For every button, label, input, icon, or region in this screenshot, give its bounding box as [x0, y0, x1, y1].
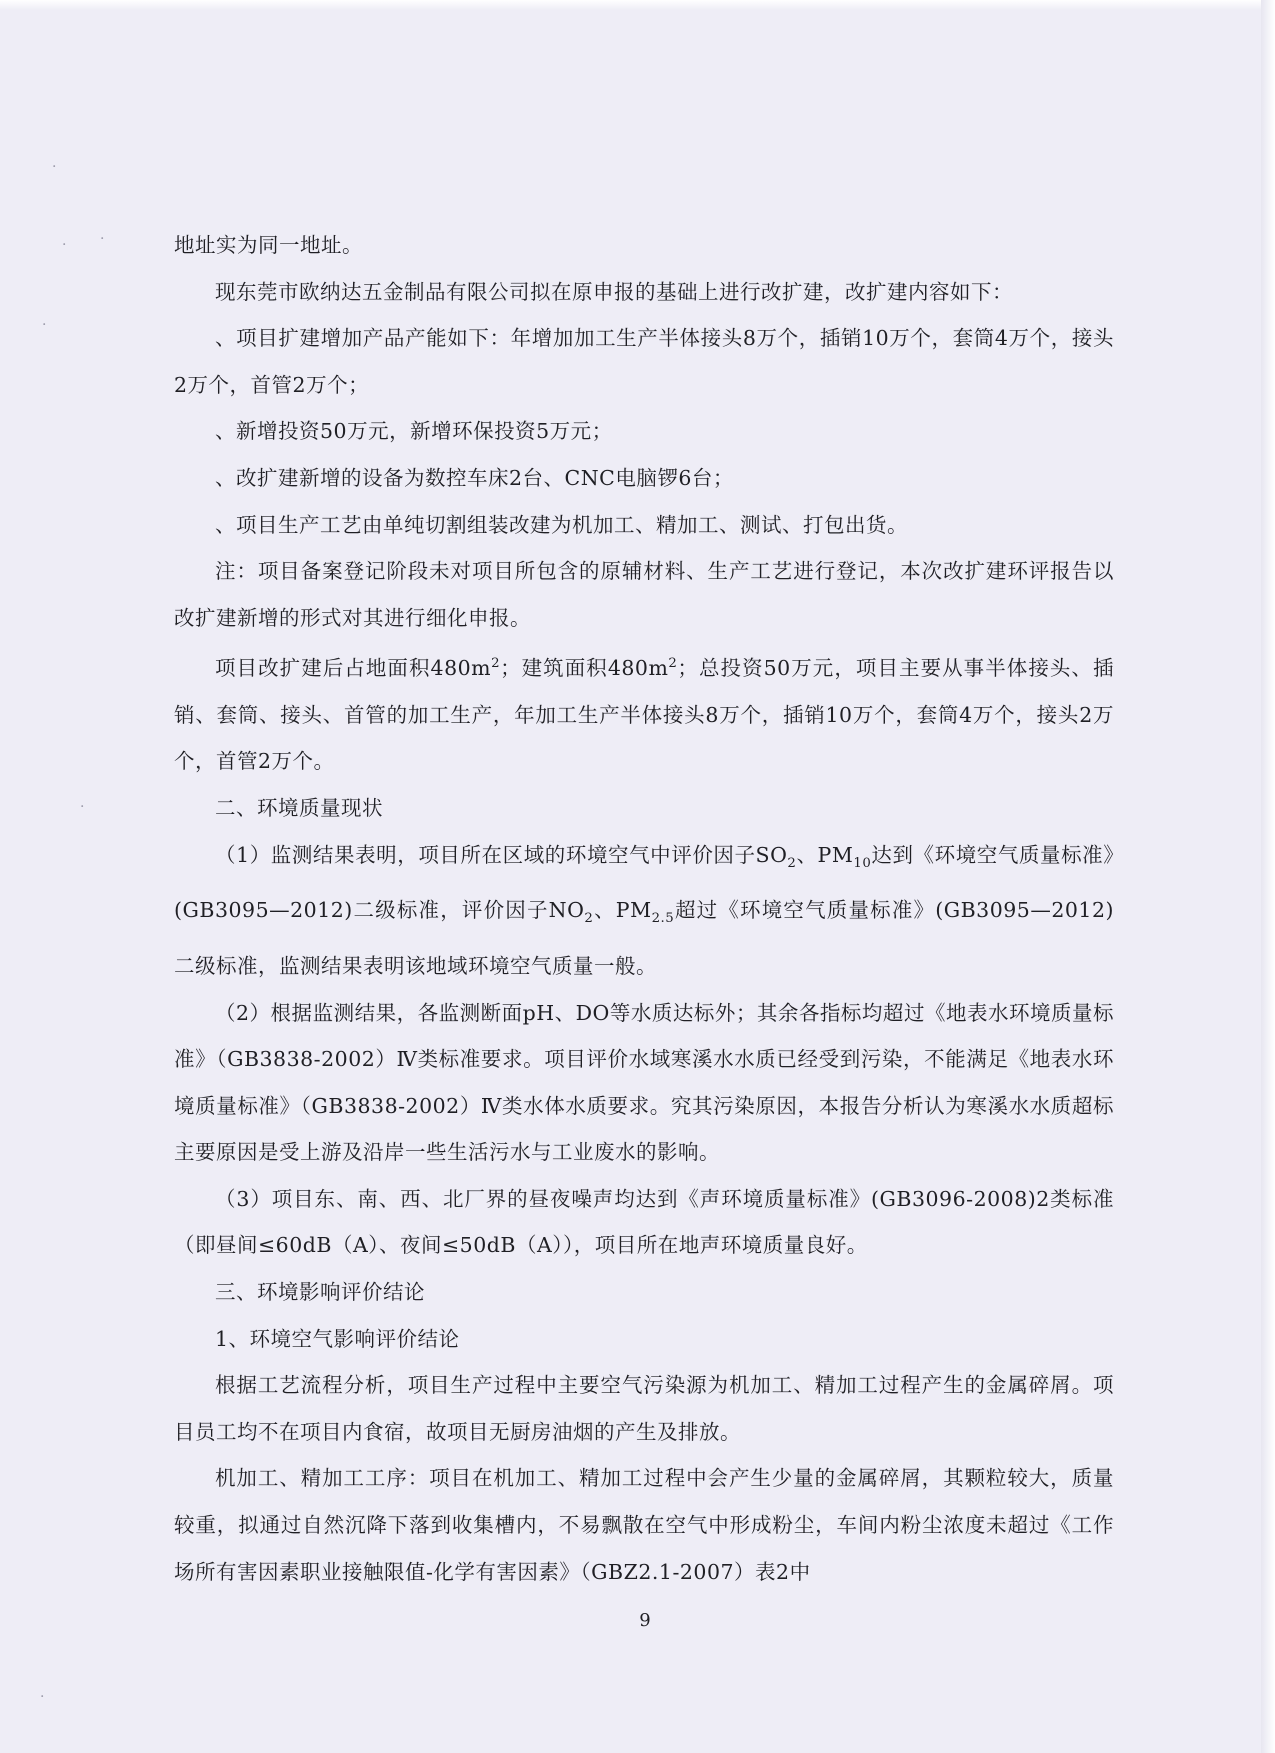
- scan-right-edge: [1261, 0, 1275, 1753]
- document-body: [174, 222, 1114, 1595]
- text-run: 项目改扩建后占地面积480m: [215, 656, 492, 681]
- paragraph: [174, 990, 1114, 1176]
- text-run: 达到《环境空气质量标准》(GB3095—2012)二级标准，评价因子NO: [174, 842, 1114, 923]
- paragraph: [174, 222, 1114, 269]
- paragraph: [174, 502, 1114, 549]
- text-run: 、改扩建新增的设备为数控车床2台、CNC电脑锣6台；: [215, 465, 734, 490]
- subscript: 2: [584, 911, 594, 927]
- text-run: （3）项目东、南、西、北厂界的昼夜噪声均达到《声环境质量标准》(GB3096-2008)2类标准（即昼间≤60dB（A）、夜间≤50dB（A）），项目所在地声环境质量良好。: [174, 1186, 1114, 1258]
- text-run: （2）根据监测结果，各监测断面pH、DO等水质达标外；其余各指标均超过《地表水环境质量标准》（GB3838-2002）Ⅳ类标准要求。项目评价水域寒溪水水质已经受到污染，不能满足《地表水环境质量标准》（GB3838-2002）Ⅳ类水体水质要求。究其污染原因，本报告分析认为寒溪水水质超标主要原因是受上游及沿岸一些生活污水与工业废水的影响。: [174, 1000, 1114, 1165]
- paragraph: [174, 641, 1114, 785]
- paragraph: [174, 785, 1114, 832]
- paragraph: [174, 315, 1114, 408]
- scan-speck: ·: [100, 231, 105, 247]
- scan-speck: ·: [42, 317, 47, 333]
- scan-speck: ·: [62, 237, 67, 253]
- text-run: 、项目生产工艺由单纯切割组装改建为机加工、精加工、测试、打包出货。: [215, 512, 908, 537]
- scan-top-edge: [0, 0, 1275, 10]
- superscript: 2: [491, 656, 501, 672]
- text-run: 二、环境质量现状: [215, 795, 383, 820]
- paragraph: [174, 455, 1114, 502]
- page-number: 9: [639, 1610, 651, 1631]
- text-run: 机加工、精加工工序：项目在机加工、精加工过程中会产生少量的金属碎屑，其颗粒较大，质量较重，拟通过自然沉降下落到收集槽内，不易飘散在空气中形成粉尘，车间内粉尘浓度未超过《工作场所有害因素职业接触限值-化学有害因素》（GBZ2.1-2007）表2中: [174, 1466, 1114, 1584]
- scan-speck: ·: [52, 159, 57, 175]
- paragraph: [174, 832, 1114, 990]
- text-run: 、PM: [593, 898, 652, 923]
- subscript: 2.5: [651, 911, 675, 927]
- text-run: 1、环境空气影响评价结论: [215, 1326, 460, 1351]
- text-run: 根据工艺流程分析，项目生产过程中主要空气污染源为机加工、精加工过程产生的金属碎屑。项目员工均不在项目内食宿，故项目无厨房油烟的产生及排放。: [174, 1373, 1114, 1444]
- paragraph: [174, 408, 1114, 455]
- subscript: 10: [853, 855, 872, 871]
- text-run: 、新增投资50万元，新增环保投资5万元；: [215, 419, 613, 444]
- text-run: 、PM: [796, 842, 854, 867]
- text-run: 三、环境影响评价结论: [215, 1280, 425, 1305]
- text-run: ；建筑面积480m: [500, 656, 669, 681]
- text-run: 超过《环境空气质量标准》(GB3095—2012)二级标准，监测结果表明该地域环境空气质量一般。: [174, 898, 1114, 978]
- paragraph: [174, 1455, 1114, 1595]
- text-run: 、项目扩建增加产品产能如下：年增加加工生产半体接头8万个，插销10万个，套筒4万个，接头2万个，首管2万个；: [174, 326, 1114, 397]
- paragraph: [174, 1316, 1114, 1363]
- superscript: 2: [668, 656, 678, 672]
- text-run: 地址实为同一地址。: [174, 233, 363, 257]
- subscript: 2: [787, 855, 797, 871]
- paragraph: [174, 1269, 1114, 1316]
- scan-speck: ·: [80, 799, 85, 815]
- paragraph: [174, 269, 1114, 316]
- text-run: 现东莞市欧纳达五金制品有限公司拟在原申报的基础上进行改扩建，改扩建内容如下：: [215, 279, 1013, 304]
- paragraph: [174, 1362, 1114, 1455]
- text-run: 注：项目备案登记阶段未对项目所包含的原辅材料、生产工艺进行登记，本次改扩建环评报告以改扩建新增的形式对其进行细化申报。: [174, 559, 1114, 630]
- text-run: （1）监测结果表明，项目所在区域的环境空气中评价因子SO: [215, 842, 788, 867]
- paragraph: [174, 1176, 1114, 1269]
- scan-speck: ·: [40, 1689, 45, 1705]
- paragraph: [174, 548, 1114, 641]
- text-run: ；总投资50万元，项目主要从事半体接头、插销、套筒、接头、首管的加工生产，年加工生产半体接头8万个，插销10万个，套筒4万个，接头2万个，首管2万个。: [174, 656, 1114, 774]
